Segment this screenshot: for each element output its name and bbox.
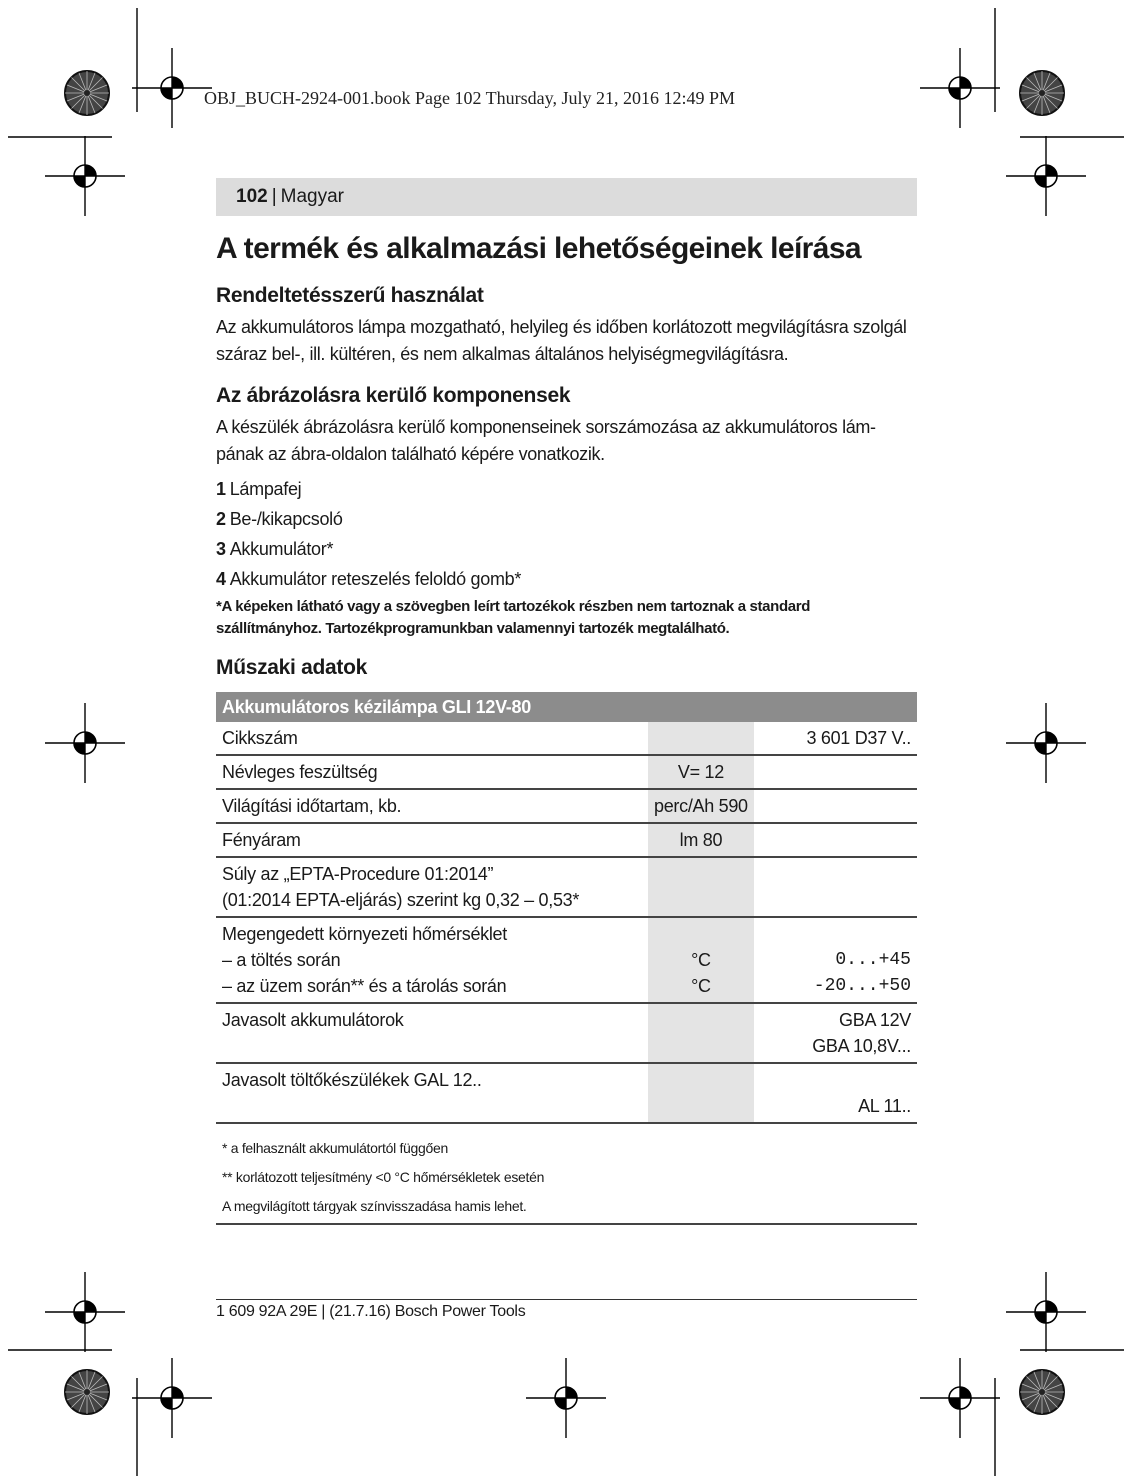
table-row: Fényáram lm 80 (216, 823, 917, 857)
table-row: Cikkszám 3 601 D37 V.. (216, 722, 917, 755)
footnote: * a felhasznált akkumulátortól függően (222, 1140, 448, 1156)
intended-use-heading: Rendeltetésszerű használat (216, 284, 484, 307)
list-item: 4 Akkumulátor reteszelés feloldó gomb* (216, 569, 522, 589)
specs-table (216, 692, 917, 1124)
footnote: A megvilágított tárgyak színvisszadása hamis lehet. (222, 1198, 527, 1214)
components-list (216, 474, 917, 594)
page-footer: 1 609 92A 29E | (21.7.16) Bosch Power Tools (216, 1299, 917, 1321)
page-number: 102 (236, 186, 268, 207)
components-heading: Az ábrázolásra kerülő komponensek (216, 384, 571, 407)
table-row: Világítási időtartam, kb. perc/Ah 590 (216, 789, 917, 823)
list-item: 3 Akkumulátor* (216, 539, 334, 559)
footnote: ** korlátozott teljesítmény <0 °C hőmérsékletek esetén (222, 1169, 545, 1185)
page-content (216, 178, 917, 1225)
header-language: Magyar (280, 186, 344, 207)
table-header-row (216, 692, 917, 722)
table-row: Javasolt akkumulátorok GBA 12V GBA 10,8V... (216, 1003, 917, 1063)
page-header (216, 178, 917, 216)
slug-line: OBJ_BUCH-2924-001.book Page 102 Thursday, July 21, 2016 12:49 PM (204, 88, 736, 108)
table-row: Névleges feszültség V= 12 (216, 755, 917, 789)
intended-use-text: Az akkumulátoros lámpa mozgatható, helyileg és időben korlátozott megvilágításra szolgál száraz bel-, ill. kültéren, és nem alkalmas általános helyiségmegvilágításra. (216, 317, 907, 364)
list-item: 2 Be-/kikapcsoló (216, 509, 343, 529)
table-row: Súly az „EPTA-Procedure 01:2014” (01:2014 EPTA-eljárás) szerint kg 0,32 – 0,53* (216, 857, 917, 917)
table-row: Javasolt töltőkészülékek GAL 12.. AL 11.. (216, 1063, 917, 1123)
table-title: Akkumulátoros kézilámpa GLI 12V-80 (216, 692, 917, 722)
components-intro: A készülék ábrázolásra kerülő komponenseinek sorszámozása az akkumulátoros lám-pának az ábra-oldalon található képére vonatkozik. (216, 417, 876, 464)
table-footnotes (216, 1134, 917, 1225)
header-separator: | (271, 186, 277, 207)
accessories-note: *A képeken látható vagy a szövegben leírt tartozékok részben nem tartoznak a standard szállítmányhoz. Tartozékprogramunkban valamennyi tartozék megtalálható. (216, 598, 811, 637)
table-row: Megengedett környezeti hőmérséklet – a töltés során – az üzem során** és a tárolás során °C °C 0...+45 -20...+50 (216, 917, 917, 1003)
tech-heading: Műszaki adatok (216, 656, 368, 679)
list-item: 1 Lámpafej (216, 479, 302, 499)
page-title: A termék és alkalmazási lehetőségeinek leírása (216, 232, 862, 265)
